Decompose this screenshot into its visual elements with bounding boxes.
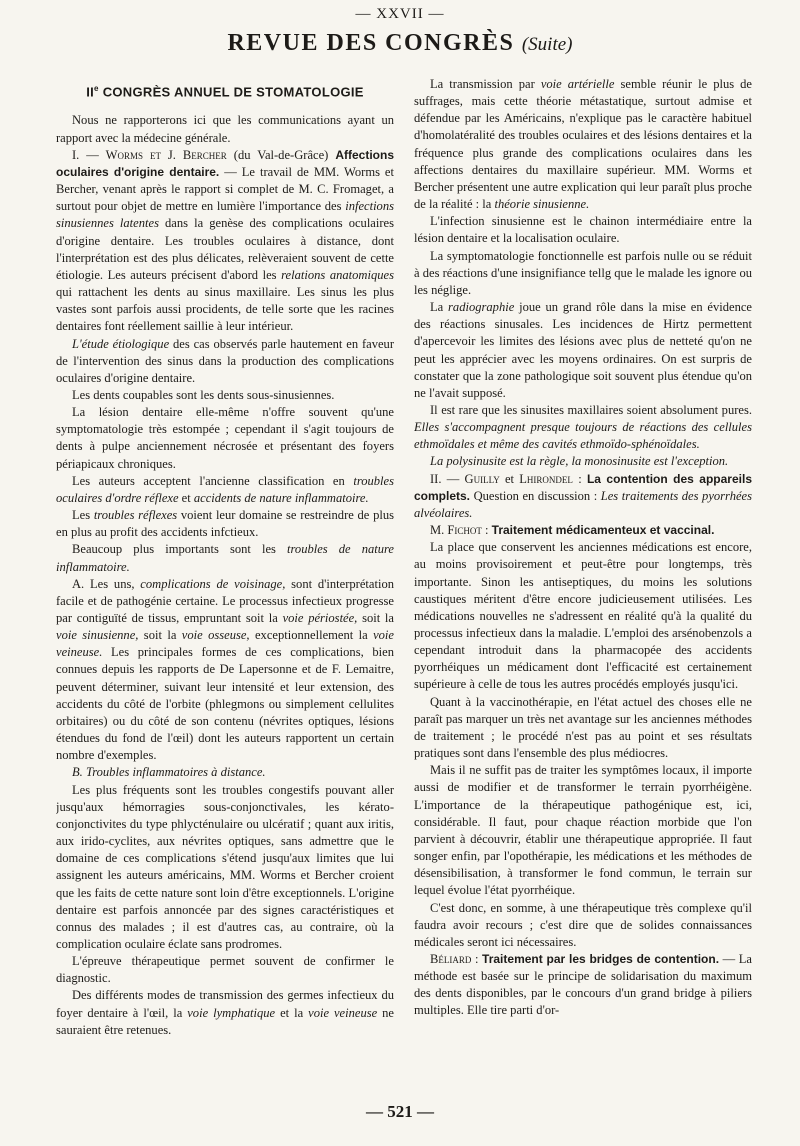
- text-run: dans la genèse des complications oculaires d'origine dentaire. Les troubles oculaires à distance, dont l'interprétation est des plus délicates, relèveraient souvent de cette étiologie. Les auteurs précisent d'abord les: [56, 216, 394, 282]
- text-run: Les principales formes de ces complications, bien connues depuis les rapports de De Lapersonne et de F. Lemaitre, peuvent déterminer, suivant leur intensité et leur extension, des accidents du côté de l'orbite (phlegmons ou simplement cellulites orbitaires) ou du côté de son contenu (névrites optiques, lésions étendues du fond de l'œil) dont les auteurs rapportent un certain nombre d'exemples.: [56, 645, 394, 763]
- paragraph: [56, 507, 394, 541]
- section-title-suffix: (Suite): [521, 34, 573, 55]
- paragraph: [414, 471, 752, 522]
- text-run: accidents de nature inflammatoire.: [193, 490, 369, 505]
- paragraph: [56, 541, 394, 575]
- authors: I. — Worms et J. Bercher: [72, 147, 227, 162]
- text-run: La transmission par: [430, 77, 541, 91]
- paragraph: [414, 762, 752, 899]
- paragraph: [414, 299, 752, 402]
- text-run: La lésion dentaire elle-même n'offre souvent qu'une symptomatologie très estompée ; cependant il s'agit toujours de dents à pulpe anciennement nécrosée et présentant des foyers périapicaux chroniques.: [56, 405, 394, 471]
- text-run: Question en discussion :: [470, 488, 601, 503]
- text-run: Les plus fréquents sont les troubles congestifs pouvant aller jusqu'aux hémorragies sous-conjonctivales, les kérato-conjonctivites du type phlycténulaire ou ulcératif ; quant aux iritis, aux irido-cyclites, aux névrites optiques, sans admettre que le domaine de ces complications s'étend jusqu'aux limites que lui assignent les auteurs américains, MM. Worms et Bercher croient que les faits de cette nature sont loin d'être exceptionnels. L'origine dentaire est parfois annoncée par des signes caractéristiques et connus des malades ; il est d'autres cas, au contraire, où la complication oculaire éclate sans prodromes.: [56, 782, 394, 951]
- text-run: exceptionnellement la: [249, 628, 374, 643]
- authors: Béliard: [430, 951, 472, 966]
- text-run: — La méthode est basée sur le principe de solidarisation du maximum des dents disponibles, par le concours d'un grand bridge à piliers multiples. Elle tire parti d'or-: [414, 951, 752, 1018]
- paper-title: Affections oculaires d'origine dentaire.: [56, 147, 394, 179]
- paragraph: [56, 112, 394, 146]
- article-heading: [56, 80, 394, 100]
- authors: M. Fichot: [430, 523, 482, 538]
- text-run: complications de voisinage,: [140, 576, 286, 591]
- paragraph: [414, 539, 752, 693]
- text-run: relations anatomiques: [281, 267, 394, 282]
- text-run: L'épreuve thérapeutique permet souvent de confirmer le diagnostic.: [56, 954, 394, 986]
- heading-prefix: II: [86, 84, 95, 100]
- text-run: soit la: [138, 628, 182, 643]
- paragraph: [56, 404, 394, 473]
- text-run: — Le travail de MM. Worms et Bercher, venant après le rapport si complet de M. C. Fromaget, a surtout pour objet de mettre en lumière l'importance des: [56, 164, 394, 214]
- paragraph: [414, 453, 752, 470]
- text-run: L'étude étiologique: [72, 336, 170, 351]
- text-run: voient leur domaine se restreindre de plus en plus au profit des accidents infctieux.: [56, 508, 394, 540]
- text-run: et: [499, 471, 520, 486]
- text-run: joue un grand rôle dans la mise en évidence des réactions sinusales. Les incidences de Hirtz permettent d'apercevoir les limites des lésions avec plus de netteté qu'on ne peut les apprécier avec les moyens ordinaires. On est surpris de constater que la zone pathologique soit souvent plus étendue qu'on ne l'avait supposé.: [414, 300, 752, 400]
- paragraph: [56, 576, 394, 765]
- paragraph: [414, 951, 752, 1020]
- paragraph: [414, 402, 752, 453]
- paragraph: [56, 473, 394, 507]
- text-run: Il est rare que les sinusites maxillaires soient absolument pures.: [430, 402, 752, 417]
- text-run: voie périostée,: [282, 611, 358, 626]
- section-title: [0, 30, 800, 57]
- subheading: B. Troubles inflammatoires à distance.: [72, 765, 266, 780]
- text-run: La symptomatologie fonctionnelle est parfois nulle ou se réduit à des réactions d'une insignifiance tellg que le malade les ignore ou les néglige.: [414, 248, 752, 297]
- text-run: voie sinusienne,: [56, 628, 139, 643]
- text-run: voie veineuse: [308, 1005, 378, 1020]
- text-run: :: [481, 523, 492, 538]
- authors: Lhirondel: [519, 471, 573, 486]
- text-run: semble réunir le plus de suffrages, mais cette théorie métastatique, surtout admise et défendue par les Américains, n'explique pas le caractère habituel d'homolatéralité des troubles oculaires et des lésions dentaires et la fréquence plus grande des complications oculaires dans les affections dentaires du maxillaire supérieur. MM. Worms et Bercher présentent une autre explication qui leur paraît plus proche de la réalité : la: [414, 77, 752, 212]
- text-run: C'est donc, en somme, à une thérapeutique très complexe qu'il faudra avoir recours ; c'est dire que de solides connaissances médicales seront ici nécessaires.: [414, 900, 752, 949]
- paper-title: Traitement médicamenteux et vaccinal.: [491, 523, 715, 538]
- section-title-text: REVUE DES CONGRÈS: [227, 30, 515, 56]
- paper-title: Traitement par les bridges de contention.: [482, 951, 720, 966]
- text-run: :: [471, 951, 483, 966]
- text-run: :: [572, 471, 587, 486]
- paragraph: [414, 76, 752, 213]
- text-run: L'infection sinusienne est le chainon intermédiaire entre la lésion dentaire et la localisation oculaire.: [414, 214, 752, 246]
- paragraph: [414, 694, 752, 763]
- page-roman-number: — XXVII —: [355, 6, 445, 22]
- text-run: troubles oculaires d'ordre réflexe: [56, 473, 394, 505]
- text-run: voie artérielle: [540, 77, 615, 91]
- text-run: Les auteurs acceptent l'ancienne classification en: [72, 473, 354, 488]
- text-run: (du Val-de-Grâce): [226, 147, 336, 162]
- text-run: voie veineuse.: [56, 628, 394, 660]
- text-run: soit la: [357, 611, 394, 626]
- text-run: Des différents modes de transmission des germes infectieux du foyer dentaire à l'œil, la: [56, 988, 394, 1020]
- paragraph: [56, 387, 394, 404]
- text-run: troubles de nature inflammatoire.: [56, 542, 394, 574]
- text-run: voie osseuse,: [181, 628, 250, 643]
- text-run: théorie sinusienne.: [494, 197, 590, 212]
- paragraph: [56, 336, 394, 387]
- text-run: La: [430, 300, 449, 315]
- text-run: Les traitements des pyorrhées alvéolaires.: [414, 488, 752, 520]
- text-run: A. Les uns,: [72, 576, 141, 591]
- heading-rest: CONGRÈS ANNUEL DE STOMATOLOGIE: [98, 84, 364, 100]
- authors: II. — Guilly: [430, 471, 500, 486]
- paragraph: [414, 248, 752, 299]
- text-run: et la: [275, 1005, 309, 1020]
- text-run: Mais il ne suffit pas de traiter les symptômes locaux, il importe aussi de modifier et de transformer le terrain pyorrhéigène. L'importance de la thérapeutique pathogénique est, ici, considérable. Il faut, pour chaque réaction morbide que l'on parvient à découvrir, établir une thérapeutique appropriée. Il faut songer enfin, par l'opothérapie, les médications et les méthodes de désensibilisation, à transformer le fond commun, le terrain sur lequel évolue l'état pyorrhéique.: [414, 763, 752, 898]
- paper-title: La contention des appareils complets.: [414, 471, 752, 503]
- text-run: La place que conservent les anciennes médications est encore, au moins provisoirement et peut-être pour longtemps, très importante. Sinon les antiseptiques, du moins les solutions caustiques méritent d'être encore judicieusement utilisées. Les médications nouvelles ne s'adressent en réalité qu'à la qualité du processus infectieux dans la maladie. L'emploi des arsénobenzols a cependant introduit dans la pharmacopée des accidents pyorrhéiques un médicament dont l'efficacité est certainement supérieure à celle de tous les autres procédés employés jusqu'ici.: [414, 540, 752, 692]
- paragraph: [56, 147, 394, 336]
- text-run: troubles réflexes: [93, 508, 178, 523]
- text-run: qui rattachent les dents au sinus maxillaire. Les sinus les plus vastes sont parfois aussi procidents, de telle sorte que les racines dentaires font réellement saillie à leur intérieur.: [56, 285, 394, 334]
- paragraph: [56, 987, 394, 1038]
- text-run: Beaucoup plus importants sont les: [72, 542, 288, 557]
- text-run: sont d'interprétation facile et de pathogénie certaine. Le processus infectieux progresse par contiguïté de tissus, empruntant soit la: [56, 576, 394, 626]
- text-run: voie lymphatique: [187, 1005, 276, 1020]
- paragraph: [56, 764, 394, 781]
- text-run: infections sinusiennes latentes: [56, 199, 394, 231]
- paragraph: [414, 213, 752, 247]
- text-run: Les dents coupables sont les dents sous-sinusiennes.: [72, 387, 335, 402]
- paragraph: [414, 900, 752, 951]
- text-run: radiographie: [448, 300, 515, 315]
- text-run: et: [178, 490, 194, 505]
- text-run: Elles s'accompagnent presque toujours de réactions des cellules ethmoïdales et même des cavités ethmoïdo-sphénoïdales.: [414, 420, 752, 452]
- left-column: [56, 80, 394, 1090]
- text-run: des cas observés parle hautement en faveur de l'intervention des sinus dans la production des complications oculaires d'origine dentaire.: [56, 336, 394, 385]
- text-run: Nous ne rapporterons ici que les communications ayant un rapport avec la médecine générale.: [56, 113, 394, 145]
- page-number: — 521 —: [366, 1102, 434, 1121]
- heading-sup: e: [94, 84, 99, 93]
- paragraph: [414, 522, 752, 539]
- paragraph: [56, 953, 394, 987]
- text-run: Les: [72, 508, 94, 523]
- paragraph: [56, 782, 394, 954]
- text-run: ne sauraient être retenues.: [56, 1005, 394, 1037]
- right-column: [414, 76, 752, 1086]
- text-run: La polysinusite est la règle, la monosinusite est l'exception.: [430, 454, 729, 469]
- text-run: Quant à la vaccinothérapie, en l'état actuel des choses elle ne paraît pas marquer un très net avantage sur les anciennes méthodes de traitement ; le procédé n'est pas au point et ses résultats pratiques sont dans l'ensemble des plus médiocres.: [414, 694, 752, 761]
